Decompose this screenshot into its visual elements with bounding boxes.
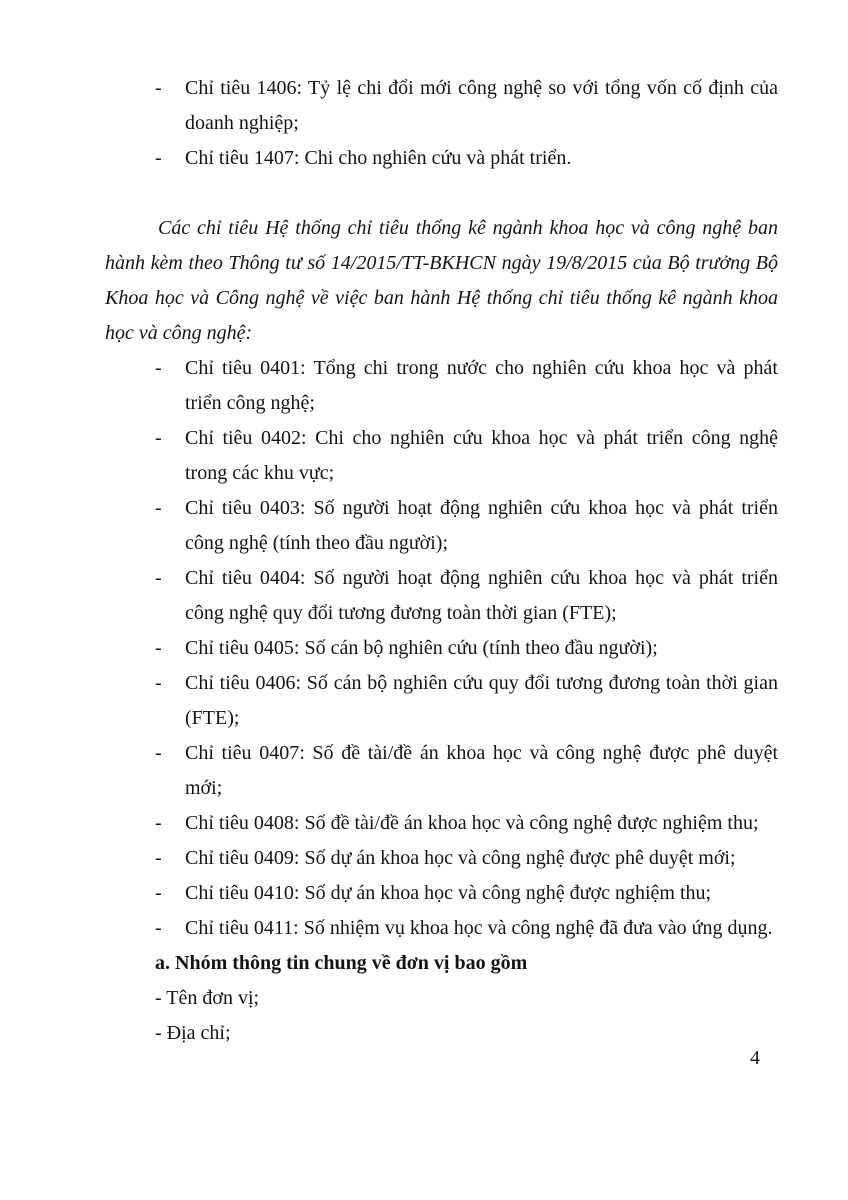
list-item-dash: - (155, 357, 162, 379)
list-item (105, 351, 778, 421)
list-item-dash: - (155, 497, 162, 519)
paragraph: - Địa chỉ; (155, 1022, 231, 1044)
list-item-text: Chỉ tiêu 0402: Chi cho nghiên cứu khoa học và phát triển công nghệ trong các khu vực; (185, 427, 778, 484)
paragraph: - Tên đơn vị; (155, 987, 260, 1009)
list-item-text: Chỉ tiêu 0404: Số người hoạt động nghiên cứu khoa học và phát triển công nghệ quy đổi tương đương toàn thời gian (FTE); (185, 567, 778, 624)
list-item-text: Chỉ tiêu 1406: Tỷ lệ chi đổi mới công nghệ so với tổng vốn cố định của doanh nghiệp; (185, 77, 778, 134)
list-item (105, 421, 778, 491)
list-item-dash: - (155, 77, 162, 99)
list-item-text: Chỉ tiêu 0411: Số nhiệm vụ khoa học và công nghệ đã đưa vào ứng dụng. (185, 917, 773, 939)
list-item-dash: - (155, 427, 162, 449)
list-item-dash: - (155, 637, 162, 659)
italic-paragraph: Các chỉ tiêu Hệ thống chỉ tiêu thống kê ngành khoa học và công nghệ ban hành kèm theo Thông tư số 14/2015/TT-BKHCN ngày 19/8/2015 của Bộ trưởng Bộ Khoa học và Công nghệ về việc ban hành Hệ thống chỉ tiêu thống kê ngành khoa học và công nghệ: (105, 217, 778, 344)
list-item-text: Chỉ tiêu 0408: Số đề tài/đề án khoa học và công nghệ được nghiệm thu; (185, 812, 759, 834)
list-item-dash: - (155, 147, 162, 169)
document-body (105, 71, 778, 1051)
list-item-text: Chỉ tiêu 0410: Số dự án khoa học và công nghệ được nghiệm thu; (185, 882, 712, 904)
list-item-text: Chỉ tiêu 1407: Chi cho nghiên cứu và phát triển. (185, 147, 572, 169)
list-item-text: Chỉ tiêu 0406: Số cán bộ nghiên cứu quy đổi tương đương toàn thời gian (FTE); (185, 672, 778, 729)
list-item-text: Chỉ tiêu 0401: Tổng chi trong nước cho nghiên cứu khoa học và phát triển công nghệ; (185, 357, 778, 414)
list-item (105, 141, 778, 176)
list-item-dash: - (155, 742, 162, 764)
list-item-text: Chỉ tiêu 0403: Số người hoạt động nghiên cứu khoa học và phát triển công nghệ (tính theo đầu người); (185, 497, 778, 554)
list-item-dash: - (155, 567, 162, 589)
paragraph-spacer (105, 176, 778, 211)
list-item-text: Chỉ tiêu 0409: Số dự án khoa học và công nghệ được phê duyệt mới; (185, 847, 736, 869)
list-item-dash: - (155, 847, 162, 869)
list-item (105, 841, 778, 876)
page-content (105, 71, 778, 1051)
list-item (105, 736, 778, 806)
list-item-dash: - (155, 672, 162, 694)
list-item (105, 876, 778, 911)
page-number: 4 (750, 1047, 760, 1069)
section-heading: a. Nhóm thông tin chung về đơn vị bao gồm (155, 952, 528, 974)
list-item (105, 631, 778, 666)
list-item (105, 666, 778, 736)
list-item-dash: - (155, 917, 162, 939)
list-item (105, 911, 778, 946)
list-item-text: Chỉ tiêu 0405: Số cán bộ nghiên cứu (tính theo đầu người); (185, 637, 658, 659)
list-item-text: Chỉ tiêu 0407: Số đề tài/đề án khoa học và công nghệ được phê duyệt mới; (185, 742, 778, 799)
list-item (105, 561, 778, 631)
list-item (105, 491, 778, 561)
list-item-dash: - (155, 812, 162, 834)
list-item (105, 806, 778, 841)
list-item (105, 71, 778, 141)
list-item-dash: - (155, 882, 162, 904)
